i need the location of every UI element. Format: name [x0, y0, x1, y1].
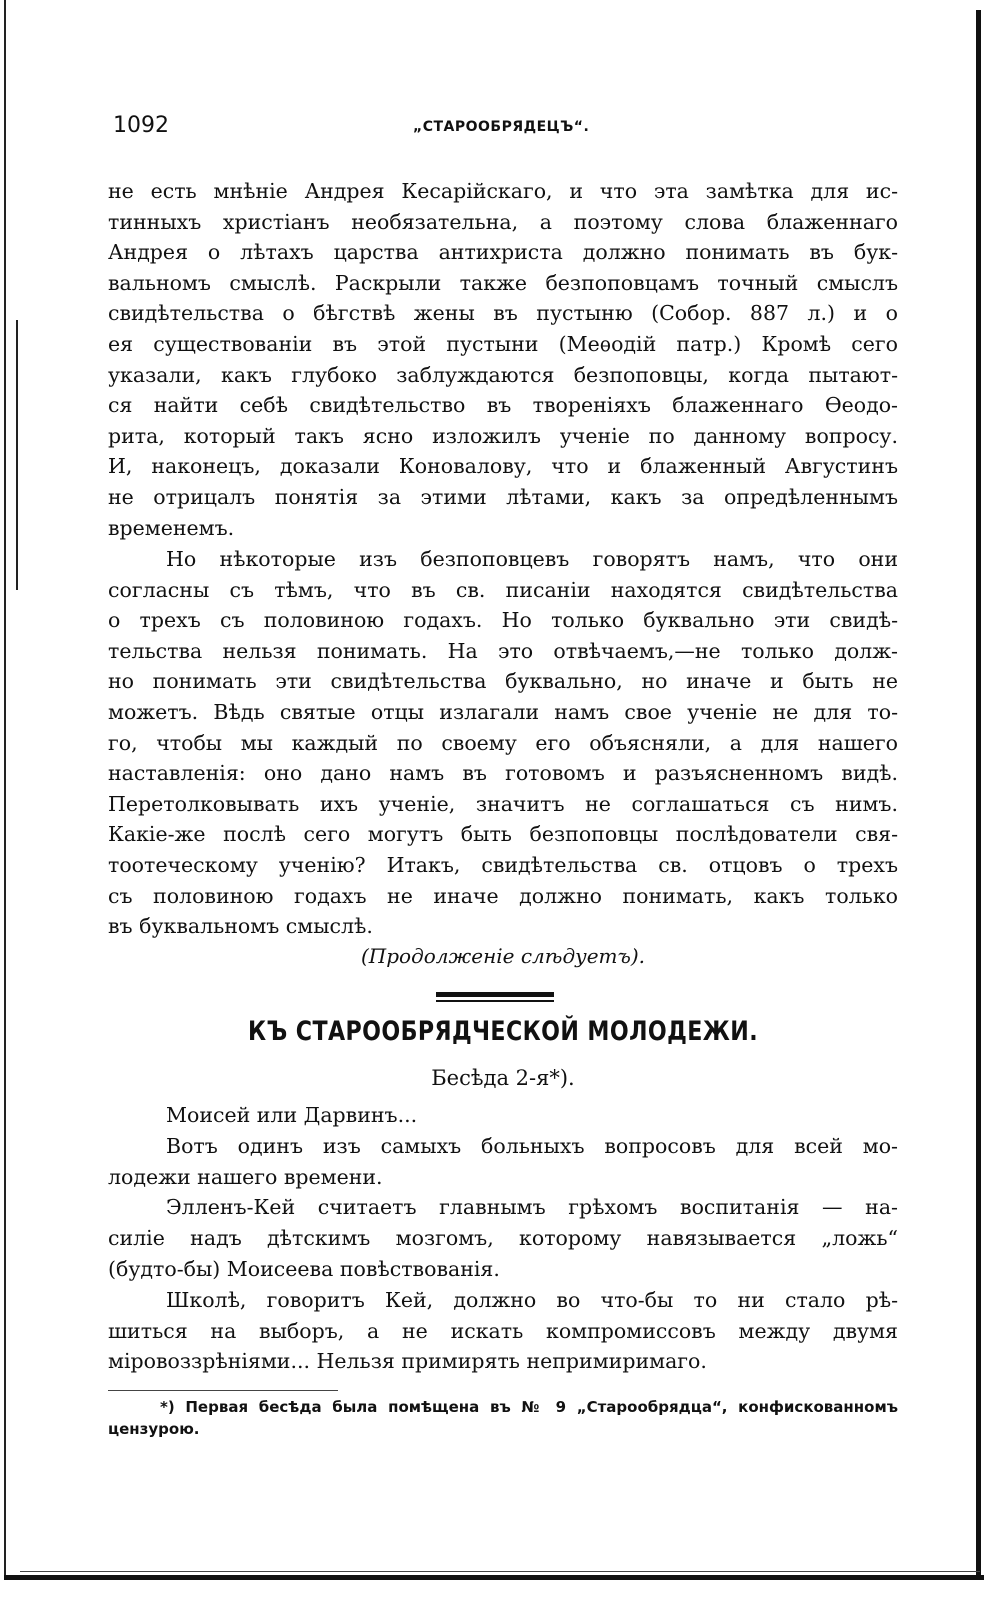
- text-line: Школѣ, говоритъ Кей, должно во что-бы то ни стало рѣ-: [166, 1287, 898, 1312]
- text-line: въ буквальномъ смыслѣ.: [108, 914, 373, 939]
- paragraph-continued: [108, 176, 898, 543]
- page-number: 1092: [113, 113, 169, 138]
- text-line: Но нѣкоторые изъ безпоповцевъ говорятъ намъ, что они: [166, 547, 898, 571]
- section-title: КЪ СТАРООБРЯДЧЕСКОЙ МОЛОДЕЖИ.: [247, 1016, 759, 1047]
- page-border-right: [976, 10, 981, 1580]
- text-line: можетъ. Вѣдь святые отцы излагали намъ свое ученіе не для то-: [108, 699, 898, 724]
- text-line: тельства нельзя понимать. На это отвѣчаемъ,—не только долж-: [108, 638, 898, 663]
- text-line: указали, какъ глубоко заблуждаются безпоповцы, когда пытают-: [108, 362, 898, 387]
- margin-mark: [16, 320, 18, 590]
- text-line: не есть мнѣніе Андрея Кесарійскаго, и что эта замѣтка для ис-: [108, 179, 898, 203]
- page-border-bottom-thin: [20, 1571, 980, 1572]
- text-line: о трехъ съ половиною годахъ. Но только буквально эти свидѣ-: [108, 608, 898, 633]
- paragraph-old-believers: [108, 544, 898, 942]
- text-line: но понимать эти свидѣтельства буквально, но иначе и быть не: [108, 669, 898, 694]
- text-line: ся найти себѣ свидѣтельство въ твореніяхъ блаженнаго Ѳеодо-: [108, 393, 898, 418]
- text-line: міровоззрѣніями... Нельзя примирять непримиримаго.: [108, 1349, 707, 1374]
- footnote-rule: [108, 1390, 338, 1391]
- text-line: не отрицалъ понятія за этими лѣтами, какъ за опредѣленнымъ: [108, 484, 898, 509]
- page-border-bottom: [4, 1575, 984, 1580]
- text-line: Какіе-же послѣ сего могутъ быть безпоповцы послѣдователи свя-: [108, 822, 898, 847]
- text-line: И, наконецъ, доказали Коновалову, что и блаженный Августинъ: [108, 454, 898, 479]
- text-line: шиться на выборъ, а не искать компромиссовъ между двумя: [108, 1318, 898, 1343]
- text-line: наставленія: оно дано намъ въ готовомъ и разъясненномъ видѣ.: [108, 761, 898, 786]
- text-line: согласны съ тѣмъ, что въ св. писаніи находятся свидѣтельства: [108, 577, 898, 602]
- text-line: рита, который такъ ясно изложилъ ученіе по данному вопросу.: [108, 423, 898, 448]
- text-line: лодежи нашего времени.: [108, 1164, 383, 1189]
- text-line: Перетолковывать ихъ ученіе, значитъ не соглашаться съ нимъ.: [108, 791, 898, 816]
- footnote: [108, 1396, 898, 1440]
- text-line: временемъ.: [108, 515, 235, 540]
- paragraph-youth: [108, 1100, 898, 1377]
- text-line: вальномъ смыслѣ. Раскрыли также безпоповцамъ точный смыслъ: [108, 270, 898, 295]
- continuation-note: (Продолженіе слѣдуетъ).: [360, 944, 646, 968]
- footnote-line: *) Первая бесѣда была помѣщена въ № 9 „Старообрядца“, конфискованномъ: [160, 1398, 898, 1416]
- page-border-left: [4, 0, 6, 1580]
- page-header: [113, 113, 913, 143]
- text-line: ея существованіи въ этой пустыни (Меѳодій патр.) Кромѣ сего: [108, 331, 898, 356]
- text-line: тинныхъ христіанъ необязательна, а поэтому слова блаженнаго: [108, 209, 898, 234]
- footnote-line: цензурою.: [108, 1420, 200, 1438]
- text-line: тоотеческому ученію? Итакъ, свидѣтельства св. отцовъ о трехъ: [108, 852, 898, 877]
- text-line: Элленъ-Кей считаетъ главнымъ грѣхомъ воспитанія — на-: [166, 1195, 898, 1220]
- running-title: „СТАРООБРЯДЕЦЪ“.: [413, 119, 590, 135]
- text-line: Андрея о лѣтахъ царства антихриста должно понимать въ бук-: [108, 240, 898, 265]
- text-line: Вотъ одинъ изъ самыхъ больныхъ вопросовъ для всей мо-: [166, 1133, 898, 1158]
- text-line: (будто-бы) Моисеева повѣствованія.: [108, 1256, 500, 1281]
- text-line: силіе надъ дѣтскимъ мозгомъ, которому навязывается „ложь“: [108, 1226, 898, 1251]
- text-line: Моисей или Дарвинъ...: [166, 1103, 418, 1127]
- text-line: свидѣтельства о бѣгствѣ жены въ пустыню (Собор. 887 л.) и о: [108, 301, 898, 326]
- conversation-subtitle: Бесѣда 2-я*).: [431, 1066, 575, 1090]
- text-line: го, чтобы мы каждый по своему его объясняли, а для нашего: [108, 730, 898, 755]
- text-line: съ половиною годахъ не иначе должно понимать, какъ только: [108, 883, 898, 908]
- section-divider-thin: [436, 1000, 554, 1002]
- section-divider: [436, 992, 554, 997]
